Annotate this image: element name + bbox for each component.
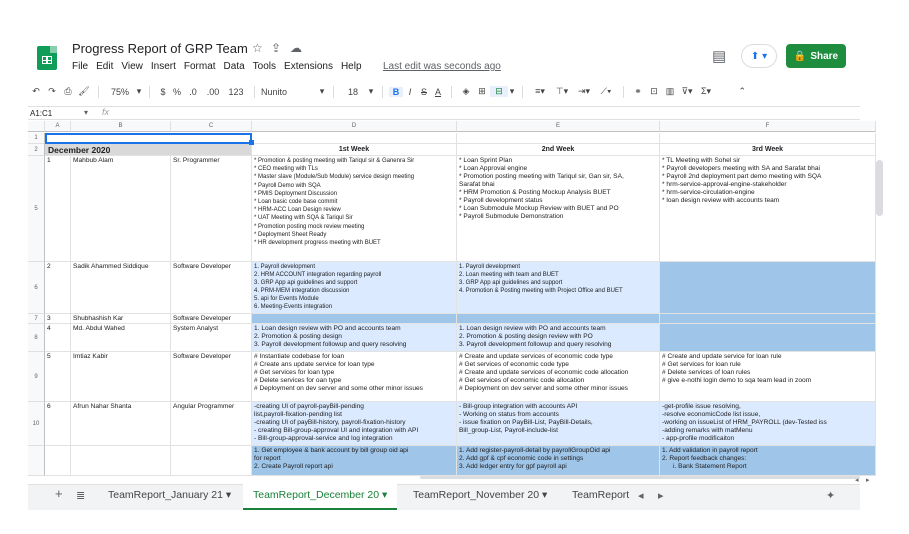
horizontal-scrollbar[interactable] bbox=[420, 476, 860, 479]
scroll-left-icon[interactable]: ◂ bbox=[855, 477, 859, 484]
name-cell[interactable]: Md. Abdul Wahed bbox=[71, 324, 171, 352]
scroll-tabs-right-icon[interactable]: ▸ bbox=[658, 490, 664, 502]
lock-icon: 🔒 bbox=[793, 50, 807, 62]
sheet-tab-active[interactable] bbox=[243, 484, 397, 510]
row-header[interactable]: 5 bbox=[28, 156, 45, 262]
selection-outline bbox=[45, 133, 252, 144]
column-header-e[interactable]: E bbox=[457, 121, 660, 132]
task-cell[interactable]: 1. Loan design review with PO and accounts team 2. Promotion & posting design 3. Payroll development followup and query resolving bbox=[252, 324, 457, 352]
text-color-icon[interactable]: A bbox=[434, 86, 441, 97]
insert-chart-icon[interactable]: ▥ bbox=[665, 86, 675, 96]
column-header-c[interactable]: C bbox=[171, 121, 252, 132]
task-cell[interactable]: 1. Add validation in payroll report 2. Report feedback changes: i. Bank Statement Report bbox=[660, 446, 876, 476]
menu-data[interactable]: Data bbox=[223, 61, 245, 72]
designation-cell[interactable]: Software Developer bbox=[171, 352, 252, 402]
serial-cell[interactable]: 2 bbox=[45, 262, 71, 314]
week-header-cell[interactable]: 3rd Week bbox=[660, 144, 876, 156]
present-icon: ⬆ ▾ bbox=[750, 50, 768, 62]
designation-cell[interactable] bbox=[171, 446, 252, 476]
formula-bar bbox=[28, 106, 860, 120]
task-cell[interactable] bbox=[660, 314, 876, 324]
collapse-menus-icon[interactable]: ⌃ bbox=[738, 86, 746, 96]
name-box[interactable]: A1:C1 bbox=[30, 109, 53, 118]
redo-icon[interactable]: ↷ bbox=[48, 86, 56, 96]
task-cell[interactable]: 1. Get employee & bank account by bill group oid api for report 2. Create Payroll report api bbox=[252, 446, 457, 476]
cell[interactable] bbox=[660, 133, 876, 144]
divider bbox=[333, 86, 334, 98]
serial-cell[interactable]: 3 bbox=[45, 314, 71, 324]
vertical-scrollbar[interactable] bbox=[876, 160, 883, 216]
designation-cell[interactable]: Software Developer bbox=[171, 262, 252, 314]
month-title-cell[interactable]: December 2020 bbox=[45, 144, 252, 156]
week-header-cell[interactable]: 2nd Week bbox=[457, 144, 660, 156]
document-title[interactable]: Progress Report of GRP Team bbox=[72, 41, 248, 56]
insert-link-icon[interactable]: ⚭ bbox=[634, 86, 642, 96]
font-select[interactable]: Nunito bbox=[261, 86, 288, 97]
task-cell[interactable]: * TL Meeting with Sohel sir * Payroll developers meeting with SA and Sarafat bhai * Payroll 2nd deployment part demo meeting with SQA * hrm-service-approval-engine-stakeholder * hrm-service-circulation-engine * loan design review with accounts team bbox=[660, 156, 876, 262]
fx-icon: fx bbox=[102, 107, 110, 117]
divider bbox=[382, 86, 383, 98]
task-cell[interactable]: 1. Payroll development 2. Loan meeting with team and BUET 3. GRP App api guidelines and support 4. Promotion & Posting meeting with Project Office and BUET bbox=[457, 262, 660, 314]
task-cell[interactable]: 1. Payroll development 2. HRM ACCOUNT integration regarding payroll 3. GRP App api guidelines and support 4. PRM-MEM integration discussion 5. api for Events Module 6. Meeting-Events integration bbox=[252, 262, 457, 314]
zoom-select[interactable]: 75% bbox=[110, 86, 129, 97]
vertical-align-icon[interactable]: ⊤▾ bbox=[555, 86, 569, 96]
scroll-tabs-left-icon[interactable]: ◂ bbox=[638, 490, 644, 502]
horizontal-align-icon[interactable]: ≡▾ bbox=[535, 86, 545, 96]
designation-cell[interactable]: Angular Programmer bbox=[171, 402, 252, 446]
chevron-down-icon[interactable]: ▾ bbox=[368, 86, 374, 96]
row-header[interactable]: 8 bbox=[28, 324, 45, 352]
sheets-logo-icon[interactable] bbox=[37, 46, 57, 70]
task-cell[interactable]: -creating UI of payroll-payBill-pending list,payroll-fixation-pending list -creating UI of payBill-history, payroll-fixation-history - creating Bill-group-approval UI and integration with API - Bill-group-approval-service and log integration bbox=[252, 402, 457, 446]
row-header[interactable]: 9 bbox=[28, 352, 45, 402]
chevron-down-icon[interactable]: ▾ bbox=[84, 108, 89, 117]
currency-format-button[interactable]: $ bbox=[160, 86, 166, 97]
serial-cell[interactable]: 1 bbox=[45, 156, 71, 262]
increase-decimal-button[interactable]: .00 bbox=[206, 86, 220, 97]
cell[interactable] bbox=[252, 133, 457, 144]
move-icon[interactable]: ⇪ bbox=[271, 41, 282, 55]
menu-help[interactable]: Help bbox=[340, 61, 362, 72]
menu-file[interactable]: File bbox=[72, 61, 89, 72]
sheet-tab-label: TeamReport_November 20 bbox=[413, 489, 540, 501]
name-cell[interactable]: Shubhashish Kar bbox=[71, 314, 171, 324]
sheet-tab-label: TeamReport_December 20 bbox=[253, 489, 380, 501]
serial-cell[interactable]: 6 bbox=[45, 402, 71, 446]
text-rotation-icon[interactable]: ⟋▾ bbox=[600, 86, 612, 96]
divider bbox=[623, 86, 624, 98]
comment-history-icon[interactable]: ▤ bbox=[712, 48, 727, 65]
column-header-a[interactable]: A bbox=[45, 121, 71, 132]
selection-fill-handle[interactable] bbox=[249, 140, 254, 145]
column-header-f[interactable]: F bbox=[660, 121, 876, 132]
divider bbox=[522, 86, 523, 98]
sheet-tab[interactable] bbox=[572, 489, 630, 501]
chevron-down-icon[interactable]: ▾ bbox=[509, 86, 515, 96]
row-header[interactable]: 10 bbox=[28, 402, 45, 446]
fill-color-icon[interactable]: ◈ bbox=[462, 86, 470, 96]
cloud-status-icon[interactable]: ☁ bbox=[290, 41, 302, 55]
chevron-down-icon: ▾ bbox=[541, 489, 548, 501]
column-header-d[interactable]: D bbox=[252, 121, 457, 132]
borders-icon[interactable]: ⊞ bbox=[478, 86, 486, 96]
last-edit-link[interactable]: Last edit was seconds ago bbox=[383, 61, 501, 72]
share-button[interactable] bbox=[786, 44, 846, 68]
percent-format-button[interactable]: % bbox=[172, 86, 181, 97]
share-label: Share bbox=[810, 50, 839, 62]
insert-comment-icon[interactable]: ⊡ bbox=[650, 86, 658, 96]
sheet-tab[interactable] bbox=[413, 489, 547, 501]
chevron-down-icon: ▾ bbox=[381, 489, 388, 501]
chevron-down-icon[interactable]: ▾ bbox=[319, 86, 325, 96]
task-cell[interactable]: 1. Add register-payroll-detail by payrollGroupOid api 2. Add gpf & cpf economic code in settings 3. Add ledger entry for gpf payroll api bbox=[457, 446, 660, 476]
chevron-down-icon: ▾ bbox=[225, 489, 232, 501]
menu-extensions[interactable]: Extensions bbox=[284, 61, 333, 72]
explore-icon[interactable]: ✦ bbox=[826, 490, 836, 502]
star-icon[interactable]: ☆ bbox=[252, 41, 263, 55]
functions-icon[interactable]: Σ▾ bbox=[700, 86, 712, 96]
more-formats-button[interactable]: 123 bbox=[228, 86, 244, 97]
row-header[interactable]: 1 bbox=[28, 133, 45, 144]
row-header[interactable]: 6 bbox=[28, 262, 45, 314]
task-cell[interactable] bbox=[660, 324, 876, 352]
decrease-decimal-button[interactable]: .0 bbox=[189, 86, 197, 97]
serial-cell[interactable]: 4 bbox=[45, 324, 71, 352]
menu-format[interactable]: Format bbox=[183, 61, 216, 72]
divider bbox=[254, 86, 255, 98]
serial-cell[interactable]: 5 bbox=[45, 352, 71, 402]
font-size-select[interactable]: 18 bbox=[347, 86, 358, 97]
name-cell[interactable]: Sadik Ahammed Siddique bbox=[71, 262, 171, 314]
menu-view[interactable]: View bbox=[121, 61, 143, 72]
merge-cells-icon[interactable]: ⊟ bbox=[490, 86, 508, 97]
menu-bar bbox=[72, 61, 362, 72]
serial-cell[interactable] bbox=[45, 446, 71, 476]
divider bbox=[451, 86, 452, 98]
sheet-tab[interactable] bbox=[108, 489, 231, 501]
task-cell[interactable]: - Bill-group integration with accounts API - Working on status from accounts - issue fixation on PayBill-List, PayBill-Details, Bill_group-List, Payroll-include-list bbox=[457, 402, 660, 446]
name-cell[interactable]: Imtiaz Kabir bbox=[71, 352, 171, 402]
toolbar bbox=[28, 82, 858, 101]
strikethrough-icon[interactable]: S bbox=[420, 86, 427, 97]
task-cell[interactable]: # Create and update service for loan rule # Get services for loan rule # Delete services of loan rules # give e-nothi login demo to sqa team lead in zoom bbox=[660, 352, 876, 402]
designation-cell[interactable]: Software Developer bbox=[171, 314, 252, 324]
text-wrap-icon[interactable]: ⇥▾ bbox=[577, 86, 591, 96]
print-icon[interactable]: ⎙ bbox=[64, 86, 72, 96]
menu-edit[interactable]: Edit bbox=[96, 61, 114, 72]
designation-cell[interactable]: System Analyst bbox=[171, 324, 252, 352]
add-sheet-icon[interactable]: + bbox=[55, 486, 63, 501]
filter-icon[interactable]: ⊽▾ bbox=[681, 86, 693, 96]
task-cell[interactable] bbox=[252, 314, 457, 324]
italic-icon[interactable]: I bbox=[408, 86, 412, 97]
name-cell[interactable]: Afrun Nahar Shanta bbox=[71, 402, 171, 446]
task-cell[interactable]: * Promotion & posting meeting with Tariqul sir & Ganenra Sir * CEO meeting with TLs * Master slave (Module/Sub Module) service design meeting * Payroll Demo with SQA * PMIS Deployment Discussion * Loan basic code base commit * HRM-ACC Loan Design review * UAT Meeting with SQA & Tariqul Sir * Promotion posting mock review meeting * Deployment Sheet Ready * HR development progress meeting with BUET bbox=[252, 156, 457, 262]
task-cell[interactable]: -get-profile issue resolving, -resolve economicCode list issue, -working on issueList of HRM_PAYROLL (dev-Tested iss -adding remarks with matMenu - app-profile modificaiton bbox=[660, 402, 876, 446]
chevron-down-icon[interactable]: ▾ bbox=[136, 86, 142, 96]
menu-insert[interactable]: Insert bbox=[150, 61, 176, 72]
undo-icon[interactable]: ↶ bbox=[32, 86, 40, 96]
sheet-tab-label: TeamReport_January 21 bbox=[108, 489, 223, 501]
row-header[interactable] bbox=[28, 446, 45, 476]
bold-icon[interactable]: B bbox=[389, 87, 403, 97]
all-sheets-icon[interactable]: ≣ bbox=[76, 490, 86, 502]
name-cell[interactable] bbox=[71, 446, 171, 476]
row-header[interactable]: 2 bbox=[28, 144, 45, 156]
row-header[interactable]: 7 bbox=[28, 314, 45, 324]
divider bbox=[149, 86, 150, 98]
name-cell[interactable]: Mahbub Alam bbox=[71, 156, 171, 262]
menu-tools[interactable]: Tools bbox=[252, 61, 277, 72]
task-cell[interactable]: # Create and update services of economic code type # Get services of economic code type # Create and update services of economic code allocation # Get services of economic code allocation # Deployment on dev server and some other minor issues bbox=[457, 352, 660, 402]
column-header-b[interactable]: B bbox=[71, 121, 171, 132]
divider bbox=[98, 86, 99, 98]
paint-format-icon[interactable]: 🖌 bbox=[78, 86, 90, 96]
present-button[interactable] bbox=[741, 44, 777, 68]
task-cell[interactable]: * Loan Sprint Plan * Loan Approval engine * Promotion posting meeting with Tariqul sir, Gan sir, SA, Sarafat bhai * HRM Promotion & Posting Mockup Analysis BUET * Payroll development status * Loan Submodule Mockup Review with BUET and PO * Payroll Submodule Demonstration bbox=[457, 156, 660, 262]
week-header-cell[interactable]: 1st Week bbox=[252, 144, 457, 156]
cell[interactable] bbox=[457, 133, 660, 144]
sheet-tab-label: TeamReport bbox=[572, 489, 630, 501]
task-cell[interactable] bbox=[457, 314, 660, 324]
task-cell[interactable]: # Instantiate codebase for loan # Create ans update service for loan type # Get services for loan type # Delete services for oan type # Deployment on dev server and some other minor issues bbox=[252, 352, 457, 402]
task-cell[interactable]: 1. Loan design review with PO and accounts team 2. Promotion & posting design review with PO 3. Payroll development followup and query resolving bbox=[457, 324, 660, 352]
task-cell[interactable] bbox=[660, 262, 876, 314]
scroll-right-icon[interactable]: ▸ bbox=[866, 477, 870, 484]
select-all-corner[interactable] bbox=[28, 121, 45, 132]
designation-cell[interactable]: Sr. Programmer bbox=[171, 156, 252, 262]
